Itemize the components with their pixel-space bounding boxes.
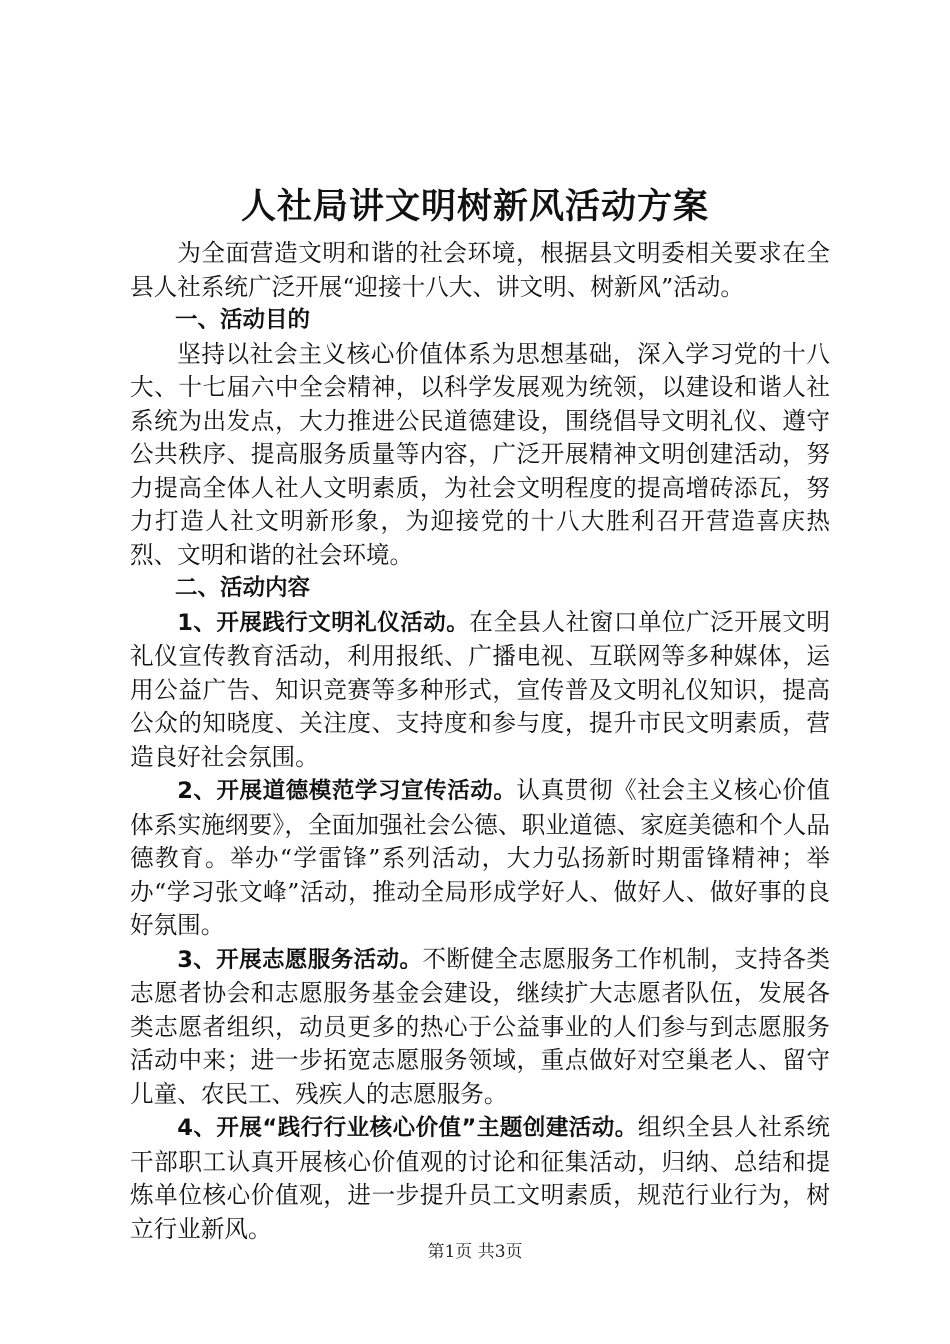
section-heading-purpose: 一、活动目的 [175,307,311,333]
intro-paragraph: 为全面营造文明和谐的社会环境，根据县文明委相关要求在全县人社系统广泛开展“迎接十八大、讲文明、树新风”活动。 [130,239,830,301]
content-item-4 [130,1111,830,1246]
content-item-text: 在全县人社窗口单位广泛开展文明礼仪宣传教育活动，利用报纸、广播电视、互联网等多种媒体，运用公益广告、知识竞赛等多种形式，宣传普及文明礼仪知识，提高公众的知晓度、关注度、支持度和参与度，提升市民文明素质，营造良好社会氛围。 [130,607,831,771]
content-item-lead: 4、开展“践行行业核心价值”主题创建活动。 [177,1115,638,1141]
page-title: 人社局讲文明树新风活动方案 [240,186,709,227]
content-item-1 [130,606,830,775]
content-item-lead: 2、开展道德模范学习宣传活动。 [177,778,517,804]
content-item-2 [130,774,830,943]
content-item-text: 不断健全志愿服务工作机制，支持各类志愿者协会和志愿服务基金会建设，继续扩大志愿者队伍，发展各类志愿者组织，动员更多的热心于公益事业的人们参与到志愿服务活动中来；进一步拓宽志愿服务领域，重点做好对空巢老人、留守儿童、农民工、残疾人的志愿服务。 [130,944,831,1108]
section-heading-content: 二、活动内容 [175,575,311,601]
content-item-3 [130,943,830,1112]
page-footer: 第1页 共3页 [427,1242,523,1262]
content-item-text: 组织全县人社系统干部职工认真开展核心价值观的讨论和征集活动，归纳、总结和提炼单位核心价值观，进一步提升员工文明素质，规范行业行为，树立行业新风。 [130,1113,831,1243]
document-body [130,237,830,1246]
purpose-paragraph: 坚持以社会主义核心价值体系为思想基础，深入学习党的十八大、十七届六中全会精神，以科学发展观为统领，以建设和谐人社系统为出发点，大力推进公民道德建设，围绕倡导文明礼仪、遵守公共秩序、提高服务质量等内容，广泛开展精神文明创建活动，努力提高全体人社人文明素质，为社会文明程度的提高增砖添瓦，努力打造人社文明新形象，为迎接党的十八大胜利召开营造喜庆热烈、文明和谐的社会环境。 [130,339,830,569]
content-item-lead: 1、开展践行文明礼仪活动。 [177,609,470,636]
content-item-text: 认真贯彻《社会主义核心价值体系实施纲要》，全面加强社会公德、职业道德、家庭美德和个人品德教育。举办“学雷锋”系列活动，大力弘扬新时期雷锋精神；举办“学习张文峰”活动，推动全局形成学好人、做好人、做好事的良好氛围。 [130,776,831,939]
content-item-lead: 3、开展志愿服务活动。 [177,946,423,973]
